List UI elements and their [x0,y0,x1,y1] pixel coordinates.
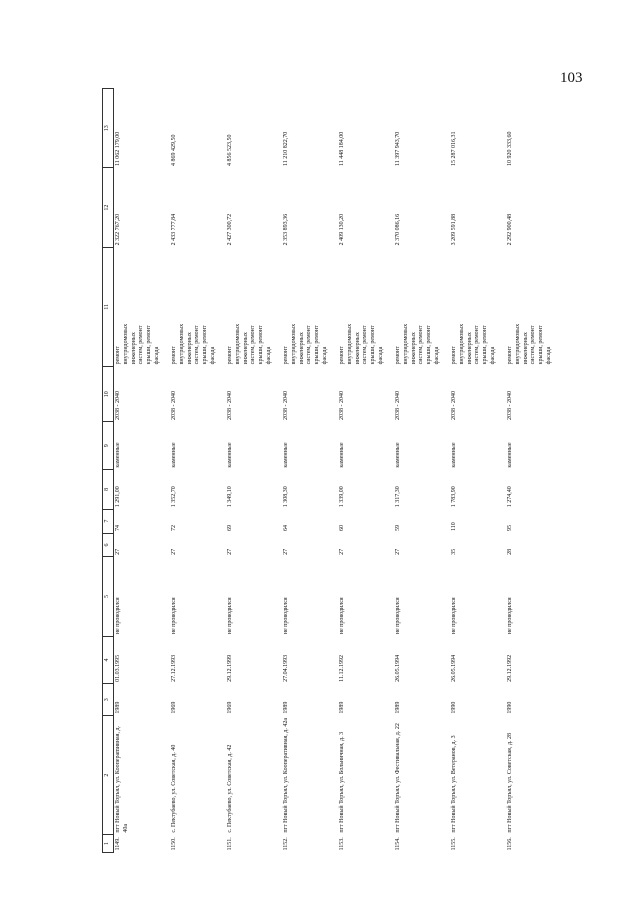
work-line: ремонт [451,346,457,365]
table-cell: не проводился [395,597,401,635]
work-line: крыши, ремонт [426,325,433,365]
table-row [506,89,562,853]
work-line: крыши, ремонт [146,325,153,365]
work-line: внутридомовых [346,323,353,365]
table-cell: 1153. [339,837,345,851]
table-cell: 2038 - 2040 [339,390,345,420]
work-line: систем, ремонт [474,325,481,365]
table-cell: 2038 - 2040 [507,390,513,420]
table-cell [226,247,282,366]
column-header: 1 [103,835,114,853]
work-line: внутридомовых [458,323,465,365]
work-line: систем, ремонт [194,325,201,365]
table-cell: 95 [507,525,513,532]
work-line: фасада [153,346,160,365]
table-cell: 2 409 130,20 [339,213,345,246]
table-cell: 1 291,00 [115,486,121,508]
housing-table [102,88,562,853]
table-cell: каменные [339,442,345,468]
column-header: 6 [103,533,114,557]
work-line: крыши, ремонт [370,325,377,365]
table-cell: пгт Новый Торъял, ул. Коопераmивная, д. 40а [115,725,129,833]
table-cell: 1989 [395,701,401,714]
table-cell: 1989 [283,701,289,714]
table-cell: 2 370 086,16 [395,213,401,246]
table-cell: каменные [283,442,289,468]
table-row [114,89,171,853]
table-cell: 1149. [115,837,121,851]
table-cell: 1151. [227,837,233,851]
work-line: инженерных [354,332,361,365]
table-cell: каменные [115,442,121,468]
table-cell: пгт Новый Торъял, ул. Фестивальная, д. 22 [395,723,401,833]
table-cell: 1 783,90 [451,486,457,508]
work-line: фасада [377,346,384,365]
table-cell: 27.12.1993 [171,654,177,682]
table-cell: 2 427 300,72 [227,213,233,246]
table-body [114,89,563,853]
table-cell: пгт Новый Торъял, ул. Больничная, д. 3 [339,731,345,833]
work-line: внутридомовых [290,323,297,365]
column-header: 8 [103,470,114,510]
work-line: крыши, ремонт [482,325,489,365]
table-cell: 1 308,30 [283,486,289,508]
work-line: фасада [209,346,216,365]
table-cell: 27.04.1993 [283,654,289,682]
table-cell: 1154. [395,837,401,851]
work-line: систем, ремонт [306,325,313,365]
table-cell: 27 [227,548,233,555]
work-line: ремонт [115,346,121,365]
table-cell: 1 349,10 [227,486,233,508]
table-cell: каменные [227,442,233,468]
work-line: ремонт [395,346,401,365]
column-header: 10 [103,366,114,422]
table-header [103,89,114,853]
table-cell [170,247,226,366]
table-cell: 26.05.1994 [395,654,401,682]
column-header: 3 [103,684,114,716]
table-cell: 27 [395,548,401,555]
table-cell: каменные [395,442,401,468]
table-cell: 1155. [451,837,457,851]
page-number: 103 [560,70,583,86]
table-cell: не проводился [283,597,289,635]
table-cell: 29.12.1992 [507,654,513,682]
table-cell: 27 [283,548,289,555]
table-cell: 11 397 943,70 [395,131,401,166]
rotated-table-container [102,88,552,853]
work-line: внутридомовых [178,323,185,365]
table-cell: 15 287 016,31 [451,131,457,166]
table-cell: 1156. [507,837,513,851]
table-cell: 4 856 523,50 [227,134,233,166]
table-cell: пгт Новый Торъял, ул. Советская, д. 28 [507,733,513,833]
work-line: ремонт [283,346,289,365]
work-line: систем, ремонт [138,325,145,365]
table-cell: 2 322 767,20 [115,213,121,246]
table-cell [114,247,171,366]
work-line: внутридомовых [402,323,409,365]
table-cell: 01.03.1995 [115,654,121,682]
column-header: 5 [103,557,114,636]
column-header: 4 [103,636,114,684]
table-cell: 11.12.1992 [339,655,345,682]
table-cell: каменные [171,442,177,468]
table-cell: 2038 - 2040 [227,390,233,420]
work-line: внутридомовых [514,323,521,365]
work-line: инженерных [298,332,305,365]
table-cell: 27 [171,548,177,555]
table-cell: 28 [507,548,513,555]
column-header: 9 [103,422,114,470]
table-cell: 2038 - 2040 [115,390,121,420]
table-cell: 74 [115,525,121,532]
table-cell: с. Пектубаево, ул. Советская, д. 40 [171,744,177,833]
work-line: инженерных [410,332,417,365]
work-line: систем, ремонт [362,325,369,365]
table-row [226,89,282,853]
table-cell: 11 210 822,70 [283,131,289,166]
work-line: фасада [545,346,552,365]
work-line: фасада [489,346,496,365]
work-line: ремонт [227,346,233,365]
column-header: 7 [103,509,114,533]
table-cell: 11 448 184,00 [339,131,345,166]
table-cell: 1990 [451,701,457,714]
column-header: 2 [103,716,114,835]
column-header: 12 [103,168,114,247]
table-cell: 1150. [171,837,177,851]
work-line: ремонт [171,346,177,365]
table-cell: 26.05.1994 [451,654,457,682]
table-cell: 2 292 900,48 [507,213,513,246]
table-cell: 35 [451,548,457,555]
table-cell: 2038 - 2040 [283,390,289,420]
table-cell: 59 [395,525,401,532]
table-cell: 1989 [339,701,345,714]
column-header: 11 [103,247,114,366]
table-row [282,89,338,853]
table-row [394,89,450,853]
work-line: фасада [321,346,328,365]
table-cell: 64 [283,525,289,532]
work-line: крыши, ремонт [314,325,321,365]
table-cell: пгт Новый Торъял, ул. Кооперативная, д. 42а [283,718,289,833]
table-cell: 3 209 591,88 [451,213,457,246]
table-cell: 2038 - 2040 [395,390,401,420]
table-cell: 1 352,70 [171,486,177,508]
table-cell: 1969 [171,701,177,714]
table-cell: 2038 - 2040 [171,390,177,420]
table-cell: 69 [227,525,233,532]
table-cell: не проводился [339,597,345,635]
table-cell: 1989 [115,701,121,714]
table-cell: 10 920 333,60 [507,131,513,166]
table-row [450,89,506,853]
table-cell: 2038 - 2040 [451,390,457,420]
table-cell [282,247,338,366]
table-cell: 1 317,30 [395,486,401,508]
work-line: крыши, ремонт [538,325,545,365]
work-line: систем, ремонт [530,325,537,365]
table-cell: 27 [115,548,121,555]
work-line: систем, ремонт [250,325,257,365]
table-row [338,89,394,853]
table-cell: 72 [171,525,177,532]
work-line: инженерных [186,332,193,365]
column-header: 13 [103,89,114,168]
table-cell: не проводился [227,597,233,635]
table-cell: 29.12.1999 [227,654,233,682]
work-line: фасада [265,346,272,365]
table-cell: 2 353 893,36 [283,213,289,246]
table-cell: 2 433 777,84 [171,213,177,246]
table-cell [338,247,394,366]
table-cell: пгт Новый Торъял, ул. Ветеранов, д. 3 [451,735,457,833]
table-cell: 1152. [283,837,289,851]
table-cell: 11 062 179,00 [115,131,121,166]
table-cell: 4 869 429,50 [171,134,177,166]
work-line: инженерных [242,332,249,365]
table-cell: не проводился [171,597,177,635]
table-cell [506,247,562,366]
table-cell: 110 [451,522,457,532]
table-cell: 1969 [227,701,233,714]
work-line: внутридомовых [234,323,241,365]
work-line: ремонт [339,346,345,365]
table-cell [450,247,506,366]
work-line: фасада [433,346,440,365]
table-cell: 1990 [507,701,513,714]
table-cell: не проводился [507,597,513,635]
work-line: внутридомовых [122,323,129,365]
table-cell: 60 [339,525,345,532]
table-cell [394,247,450,366]
table-cell: каменные [507,442,513,468]
table-cell: не проводился [115,597,121,635]
work-line: крыши, ремонт [258,325,265,365]
work-line: крыши, ремонт [202,325,209,365]
work-line: инженерных [130,332,137,365]
work-line: инженерных [522,332,529,365]
work-line: ремонт [507,346,513,365]
work-line: систем, ремонт [418,325,425,365]
table-cell: 1 339,00 [339,486,345,508]
table-cell: с. Пектубаево, ул. Советская, д. 42 [227,744,233,833]
table-cell: не проводился [451,597,457,635]
table-row [170,89,226,853]
work-line: инженерных [466,332,473,365]
table-cell: каменные [451,442,457,468]
table-cell: 27 [339,548,345,555]
table-cell: 1 274,40 [507,486,513,508]
